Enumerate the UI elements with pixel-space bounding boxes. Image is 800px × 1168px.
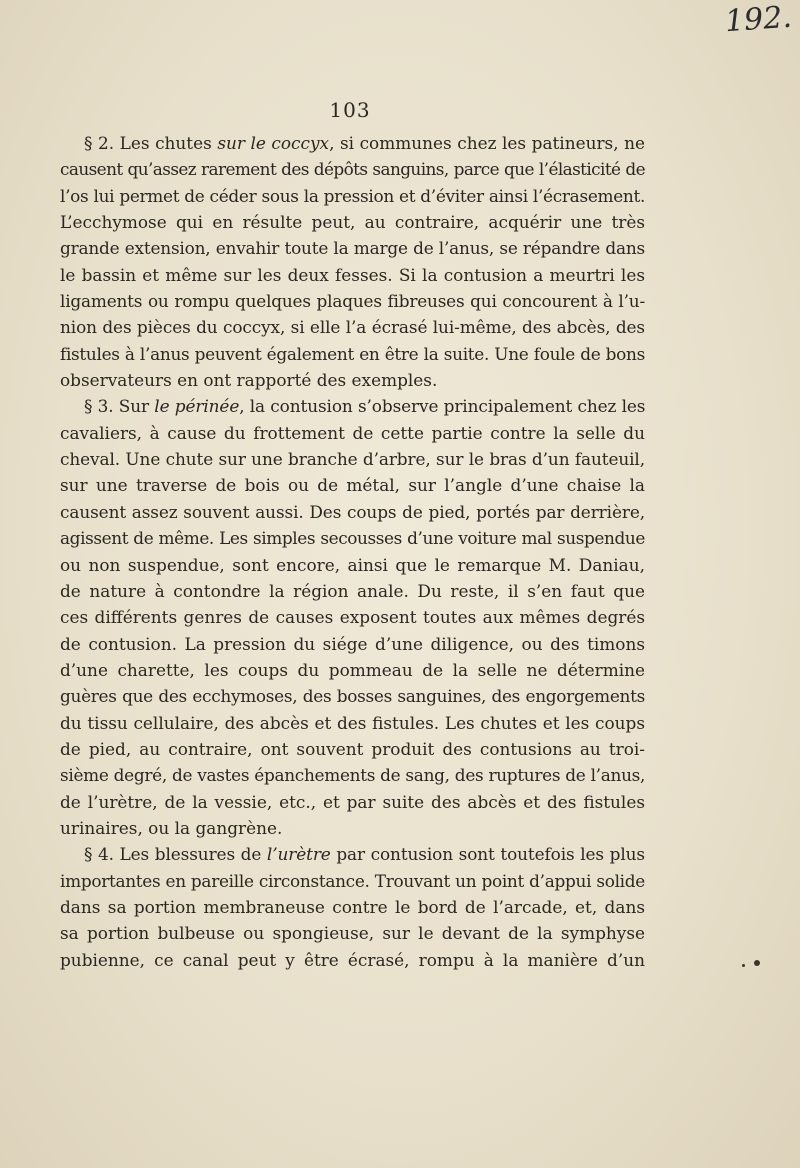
italic-term: l’urètre	[266, 844, 331, 865]
text-run: de nature à contondre la région anale. Du reste, il s’en faut que	[60, 580, 645, 601]
text-run: dans sa portion membraneuse contre le bord de l’arcade, et, dans	[60, 896, 645, 917]
text-line	[60, 631, 645, 657]
text-run: fistules à l’anus peuvent également en être la suite. Une foule de bons	[60, 343, 645, 364]
text-line	[60, 393, 645, 419]
text-line	[60, 789, 645, 815]
text-run: causent assez souvent aussi. Des coups de pied, portés par derrière,	[60, 501, 645, 522]
text-line	[60, 288, 645, 314]
text-line	[60, 156, 645, 182]
text-line	[60, 868, 645, 894]
text-run: L’ecchymose qui en résulte peut, au contraire, acquérir une très	[60, 212, 645, 233]
text-line	[60, 894, 645, 920]
text-run: de contusion. La pression du siége d’une diligence, ou des timons	[60, 633, 645, 654]
text-line	[60, 472, 645, 498]
text-line	[60, 499, 645, 525]
text-run: ou non suspendue, sont encore, ainsi que le remarque M. Daniau,	[60, 554, 645, 575]
text-line	[60, 552, 645, 578]
text-run: causent qu’assez rarement des dépôts sanguins, parce que l’élasticité de	[60, 159, 645, 180]
text-run: urinaires, ou la gangrène.	[60, 817, 283, 838]
body-text	[60, 130, 645, 973]
ink-speck	[754, 960, 760, 966]
text-run: d’une charette, les coups du pommeau de la selle ne détermine	[60, 659, 645, 680]
text-line	[60, 710, 645, 736]
text-run: cheval. Une chute sur une branche d’arbre, sur le bras d’un fauteuil,	[60, 449, 645, 470]
text-line	[60, 578, 645, 604]
text-line	[60, 736, 645, 762]
text-run: § 2. Les chutes	[84, 133, 218, 153]
text-run: de l’urètre, de la vessie, etc., et par suite des abcès et des fistules	[60, 791, 645, 812]
ink-speck	[742, 964, 745, 967]
text-run: § 3. Sur	[84, 396, 155, 417]
text-run: grande extension, envahir toute la marge de l’anus, se répandre dans	[60, 238, 645, 259]
text-run: ces différents genres de causes exposent toutes aux mêmes degrés	[60, 607, 645, 628]
text-line	[60, 657, 645, 683]
text-line	[60, 183, 645, 209]
text-run: le bassin et même sur les deux fesses. Si la contusion a meurtri les	[60, 264, 645, 285]
text-line	[60, 420, 645, 446]
text-line	[60, 341, 645, 367]
handwritten-folio: 192.	[724, 0, 794, 40]
text-line	[60, 841, 645, 867]
text-run: ligaments ou rompu quelques plaques fibreuses qui concourent à l’u-	[60, 291, 645, 312]
text-run: nion des pièces du coccyx, si elle l’a écrasé lui-même, des abcès, des	[60, 317, 645, 338]
text-line	[60, 130, 645, 156]
text-run: de pied, au contraire, ont souvent produit des contusions au troi-	[60, 738, 645, 759]
text-line	[60, 920, 645, 946]
italic-term: sur le coccyx	[217, 133, 330, 153]
text-run: du tissu cellulaire, des abcès et des fistules. Les chutes et les coups	[60, 712, 645, 733]
text-line	[60, 815, 645, 841]
text-line	[60, 209, 645, 235]
text-line	[60, 235, 645, 261]
text-line	[60, 762, 645, 788]
text-run: cavaliers, à cause du frottement de cette partie contre la selle du	[60, 422, 645, 443]
text-run: sième degré, de vastes épanchements de sang, des ruptures de l’anus,	[60, 765, 646, 786]
text-line	[60, 947, 645, 973]
text-run: par contusion sont toutefois les plus	[330, 844, 645, 865]
text-line	[60, 525, 645, 551]
text-line	[60, 446, 645, 472]
text-run: sur une traverse de bois ou de métal, sur l’angle d’une chaise la	[60, 475, 645, 496]
text-line	[60, 367, 645, 393]
text-run: l’os lui permet de céder sous la pression et d’éviter ainsi l’écrasement.	[60, 185, 646, 206]
text-run: agissent de même. Les simples secousses d’une voiture mal suspendue	[60, 528, 645, 549]
text-run: § 4. Les blessures de	[84, 844, 267, 865]
text-run: pubienne, ce canal peut y être écrasé, rompu à la manière d’un	[60, 949, 645, 970]
text-line	[60, 683, 645, 709]
text-line	[60, 262, 645, 288]
text-run: sa portion bulbeuse ou spongieuse, sur le devant de la symphyse	[60, 923, 645, 944]
text-run: guères que des ecchymoses, des bosses sanguines, des engorgements	[60, 686, 645, 707]
italic-term: le périnée	[154, 396, 240, 417]
text-run: importantes en pareille circonstance. Trouvant un point d’appui solide	[60, 870, 645, 891]
text-run: , si communes chez les patineurs, ne	[329, 133, 645, 153]
text-run: , la contusion s’observe principalement chez les	[239, 396, 646, 417]
text-line	[60, 314, 645, 340]
text-run: observateurs en ont rapporté des exemples.	[60, 370, 438, 391]
text-line	[60, 604, 645, 630]
page-number: 103	[329, 98, 371, 122]
